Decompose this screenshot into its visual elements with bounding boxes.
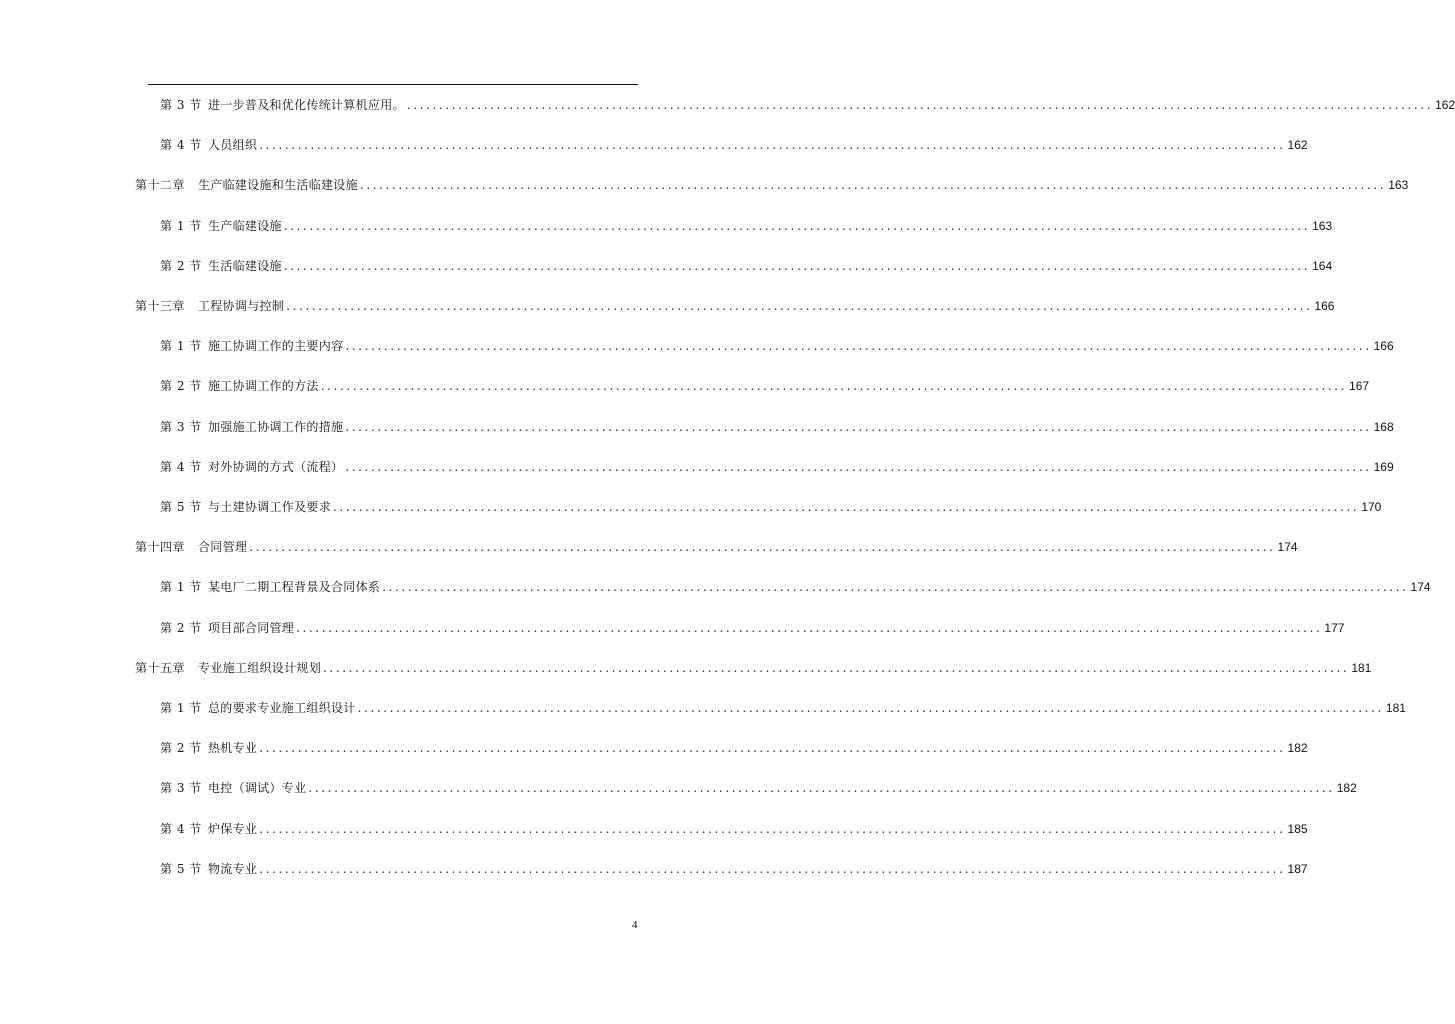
toc-entry-title: 生产临建设施 [208,218,282,233]
toc-dot-leader: ................................................................................................................................................................ [320,379,1348,394]
toc-section-entry[interactable] [160,778,1357,798]
toc-entry-label: 第 3 节 [160,419,202,434]
toc-section-entry[interactable] [160,376,1370,396]
toc-entry-page: 185 [1287,821,1308,836]
toc-entry-page: 164 [1312,258,1333,273]
toc-section-entry[interactable] [160,698,1406,718]
toc-entry-title: 对外协调的方式（流程） [208,459,344,474]
toc-chapter-entry[interactable] [135,658,1372,678]
toc-dot-leader: ................................................................................................................................................................ [283,258,1311,273]
toc-chapter-entry[interactable] [135,537,1298,557]
toc-entry-title: 生产临建设施和生活临建设施 [198,178,358,193]
toc-entry-title: 施工协调工作的主要内容 [208,339,344,354]
toc-entry-label: 第 4 节 [160,821,202,836]
page-number: 4 [632,919,638,931]
toc-entry-page: 170 [1361,500,1382,514]
toc-dot-leader: ................................................................................................................................................................ [406,98,1434,112]
toc-entry-page: 169 [1373,459,1394,474]
toc-section-entry[interactable] [160,577,1431,597]
toc-entry-page: 174 [1277,540,1298,555]
toc-chapter-entry[interactable] [135,296,1335,316]
toc-entry-page: 162 [1435,98,1455,112]
toc-entry-title: 某电厂二期工程背景及合同体系 [208,580,381,595]
toc-entry-title: 合同管理 [198,540,248,555]
toc-section-entry[interactable] [160,95,1455,115]
toc-section-entry[interactable] [160,135,1308,155]
toc-entry-title: 人员组织 [208,138,258,153]
toc-entry-title: 炉保专业 [208,821,258,836]
toc-section-entry[interactable] [160,417,1394,437]
toc-section-entry[interactable] [160,497,1382,517]
toc-section-entry[interactable] [160,256,1333,276]
toc-entry-title: 与土建协调工作及要求 [208,500,332,514]
toc-entry-page: 182 [1336,781,1357,796]
toc-entry-title: 热机专业 [208,741,258,756]
toc-section-entry[interactable] [160,336,1394,356]
toc-dot-leader: ................................................................................................................................................................ [259,821,1286,836]
toc-entry-title: 物流专业 [208,861,258,876]
toc-entry-title: 项目部合同管理 [208,620,295,635]
toc-section-entry[interactable] [160,859,1308,879]
toc-dot-leader: ................................................................................................................................................................ [249,540,1276,555]
toc-entry-label: 第 2 节 [160,620,202,635]
toc-dot-leader: ................................................................................................................................................................ [296,620,1323,635]
toc-entry-page: 167 [1349,379,1370,394]
toc-dot-leader: ................................................................................................................................................................ [345,339,1372,354]
toc-entry-title: 进一步普及和优化传统计算机应用。 [208,98,405,112]
toc-dot-leader: ................................................................................................................................................................ [259,741,1286,756]
toc-entry-title: 加强施工协调工作的措施 [208,419,344,434]
toc-entry-page: 166 [1314,299,1335,313]
toc-section-entry[interactable] [160,819,1308,839]
toc-dot-leader: ................................................................................................................................................................ [333,500,1360,514]
toc-entry-page: 168 [1373,419,1394,434]
toc-entry-label: 第 3 节 [160,98,202,112]
toc-entry-page: 181 [1351,660,1372,675]
toc-entry-label: 第 4 节 [160,138,202,153]
toc-dot-leader: ................................................................................................................................................................ [357,701,1384,715]
toc-dot-leader: ................................................................................................................................................................ [382,580,1409,595]
toc-entry-page: 187 [1287,861,1308,876]
toc-dot-leader: ................................................................................................................................................................ [345,419,1372,434]
toc-section-entry[interactable] [160,618,1345,638]
toc-entry-label: 第 5 节 [160,500,202,514]
toc-entry-page: 162 [1287,138,1308,153]
toc-entry-label: 第十二章 [135,178,186,193]
toc-section-entry[interactable] [160,457,1394,477]
toc-dot-leader: ................................................................................................................................................................ [286,299,1313,313]
toc-entry-label: 第 5 节 [160,861,202,876]
toc-entry-label: 第十五章 [135,660,186,675]
toc-entry-page: 182 [1287,741,1308,756]
toc-dot-leader: ................................................................................................................................................................ [259,861,1286,876]
toc-entry-label: 第 2 节 [160,379,202,394]
toc-entry-label: 第 3 节 [160,781,202,796]
toc-entry-label: 第十四章 [135,540,186,555]
toc-entry-page: 181 [1385,701,1406,715]
toc-dot-leader: ................................................................................................................................................................ [323,660,1350,675]
toc-entry-label: 第 1 节 [160,218,202,233]
toc-entry-title: 工程协调与控制 [198,299,285,313]
toc-entry-page: 166 [1373,339,1394,354]
toc-dot-leader: ................................................................................................................................................................ [259,138,1286,153]
toc-chapter-entry[interactable] [135,175,1409,195]
toc-entry-label: 第 2 节 [160,741,202,756]
toc-entry-label: 第 4 节 [160,459,202,474]
toc-entry-title: 专业施工组织设计规划 [198,660,322,675]
toc-entry-page: 174 [1410,580,1431,595]
toc-entry-page: 163 [1312,218,1333,233]
toc-entry-title: 施工协调工作的方法 [208,379,319,394]
toc-entry-page: 177 [1324,620,1345,635]
toc-entry-page: 163 [1388,178,1409,193]
toc-section-entry[interactable] [160,216,1333,236]
toc-section-entry[interactable] [160,738,1308,758]
toc-entry-label: 第 2 节 [160,258,202,273]
toc-dot-leader: ................................................................................................................................................................ [308,781,1335,796]
toc-entry-label: 第 1 节 [160,339,202,354]
toc-dot-leader: ................................................................................................................................................................ [359,178,1387,193]
toc-entry-title: 总的要求专业施工组织设计 [208,701,356,715]
toc-dot-leader: ................................................................................................................................................................ [345,459,1372,474]
toc-entry-label: 第十三章 [135,299,186,313]
toc-entry-label: 第 1 节 [160,580,202,595]
toc-entry-title: 生活临建设施 [208,258,282,273]
toc-entry-label: 第 1 节 [160,701,202,715]
toc-entry-title: 电控（调试）专业 [208,781,307,796]
toc-dot-leader: ................................................................................................................................................................ [283,218,1311,233]
